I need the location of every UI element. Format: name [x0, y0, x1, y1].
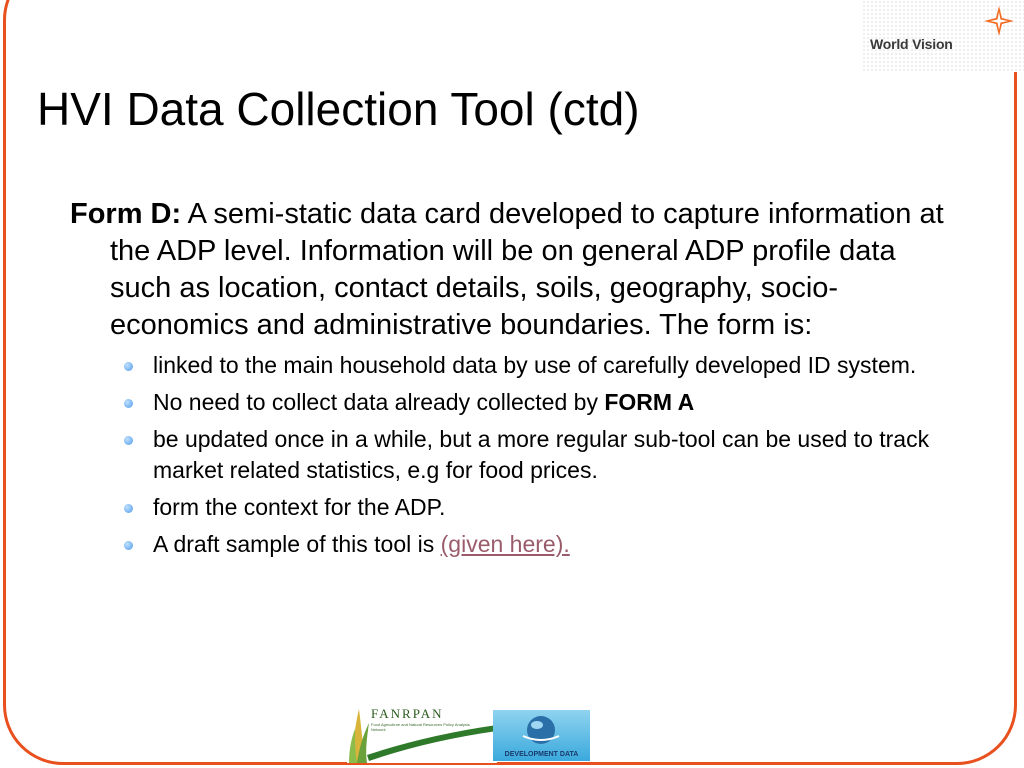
world-vision-logo: [862, 0, 1024, 72]
fanrpan-subtitle: Food Agriculture and Natural Resources Policy Analysis Network: [371, 722, 470, 732]
given-here-link[interactable]: (given here).: [440, 531, 570, 557]
bullet-text: A draft sample of this tool is: [153, 531, 441, 557]
logo-text: World Vision: [870, 36, 953, 52]
slide-title: HVI Data Collection Tool (ctd): [37, 83, 640, 135]
bullet-text: linked to the main household data by use of carefully developed ID system.: [153, 352, 917, 378]
development-data-logo: [493, 710, 590, 761]
bullet-text: form the context for the ADP.: [153, 494, 446, 520]
list-item: [122, 424, 950, 486]
bullet-text: be updated once in a while, but a more regular sub-tool can be used to track market related statistics, e.g for food prices.: [153, 426, 930, 483]
bullet-bold-text: FORM A: [604, 389, 695, 415]
bullet-icon: [124, 541, 133, 550]
fanrpan-logo: [347, 705, 497, 763]
footer-logos: [347, 705, 591, 763]
development-data-text: DEVELOPMENT DATA: [504, 751, 579, 758]
list-item: [122, 529, 950, 560]
bullet-text: No need to collect data already collected by: [153, 389, 605, 415]
fanrpan-text: FANRPAN: [371, 706, 444, 721]
star-icon: [984, 6, 1014, 36]
slide-body: [70, 196, 950, 566]
bullet-list: [70, 350, 950, 560]
form-d-label: Form D:: [70, 198, 182, 230]
bullet-icon: [124, 399, 133, 408]
list-item: [122, 387, 950, 418]
form-d-text: A semi-static data card developed to capture information at the ADP level. Information will be on general ADP profile data such as location, contact details, soils, geography, socio-economics and administrative boundaries. The form is:: [110, 198, 944, 341]
list-item: [122, 350, 950, 381]
bullet-icon: [124, 362, 133, 371]
form-d-paragraph: [70, 196, 950, 344]
bullet-icon: [124, 504, 133, 513]
list-item: [122, 492, 950, 523]
bullet-icon: [124, 436, 133, 445]
